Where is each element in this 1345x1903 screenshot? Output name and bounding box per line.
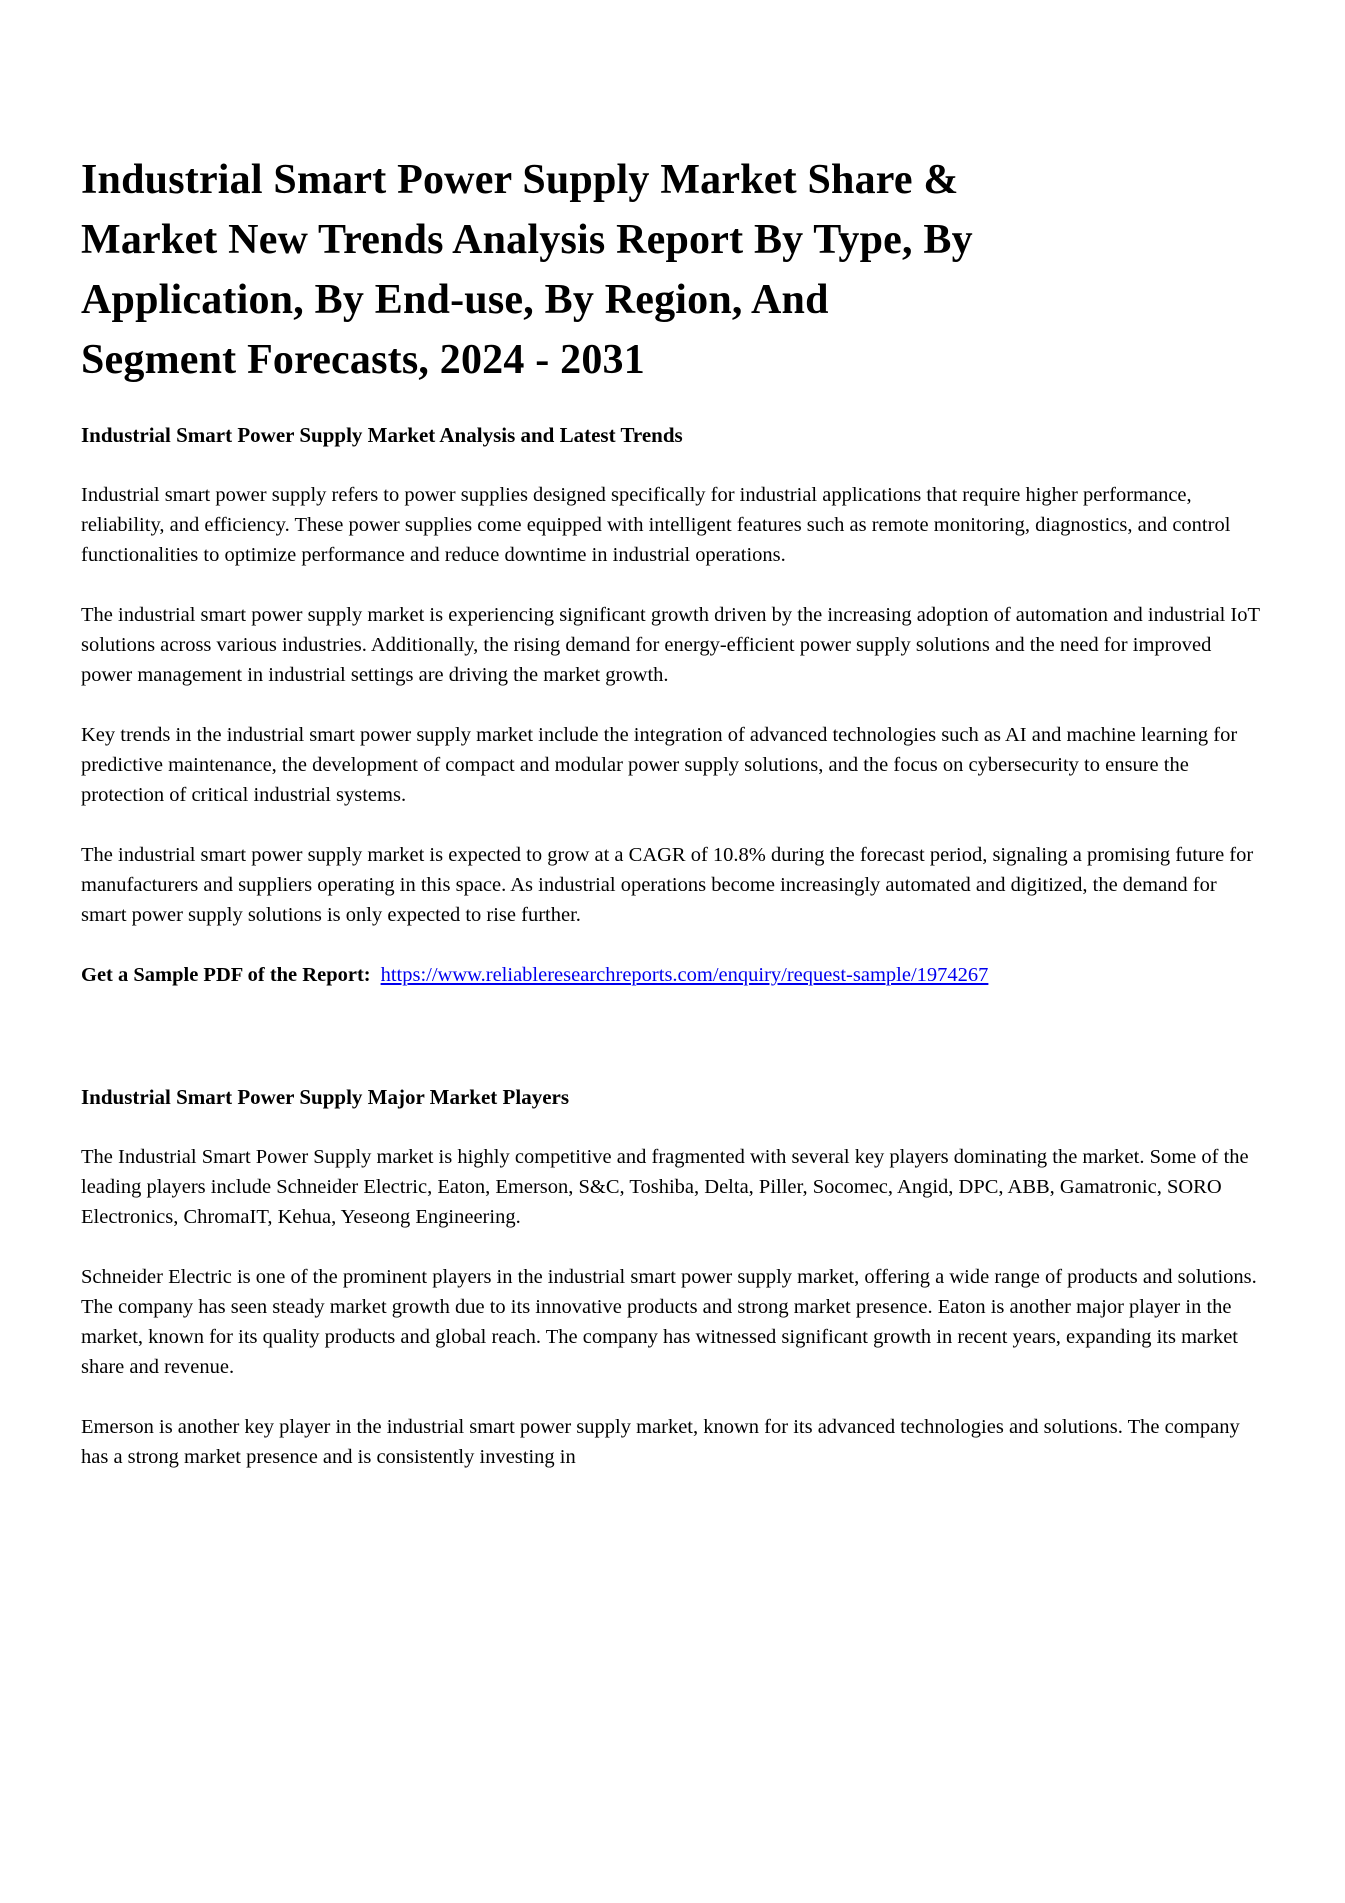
page-title-line-4: Segment Forecasts, 2024 - 2031 [81, 337, 645, 383]
players-section-heading: Industrial Smart Power Supply Major Market Players [81, 1085, 570, 1109]
page-title-line-1: Industrial Smart Power Supply Market Share & [81, 157, 959, 203]
players-paragraph-2: Schneider Electric is one of the prominent players in the industrial smart power supply market, offering a wide range of products and solutions. The company has seen steady market growth due to its innovative products and strong market presence. Eaton is another major player in the market, known for its quality products and global reach. The company has witnessed significant growth in recent years, expanding its market share and revenue. [81, 1266, 1257, 1378]
players-paragraph-3: Emerson is another key player in the industrial smart power supply market, known for its advanced technologies and solutions. The company has a strong market presence and is consistently investing in [81, 1416, 1240, 1468]
players-paragraph-1: The Industrial Smart Power Supply market is highly competitive and fragmented with several key players dominating the market. Some of the leading players include Schneider Electric, Eaton, Emerson, S&C, Toshiba, Delta, Piller, Socomec, Angid, DPC, ABB, Gamatronic, SORO Electronics, ChromaIT, Kehua, Yeseong Engineering. [81, 1146, 1249, 1228]
analysis-paragraph-1: Industrial smart power supply refers to power supplies designed specifically for industrial applications that require higher performance, reliability, and efficiency. These power supplies come equipped with intelligent features such as remote monitoring, diagnostics, and control functionalities to optimize performance and reduce downtime in industrial operations. [81, 484, 1231, 566]
page-title-line-3: Application, By End-use, By Region, And [81, 277, 829, 323]
analysis-paragraph-2: The industrial smart power supply market is experiencing significant growth driven by the increasing adoption of automation and industrial IoT solutions across various industries. Additionally, the rising demand for energy-efficient power supply solutions and the need for improved power management in industrial settings are driving the market growth. [81, 604, 1260, 686]
page-title [81, 150, 1265, 390]
sample-cta-label: Get a Sample PDF of the Report: [81, 964, 371, 986]
analysis-paragraph-3: Key trends in the industrial smart power supply market include the integration of advanced technologies such as AI and machine learning for predictive maintenance, the development of compact and modular power supply solutions, and the focus on cybersecurity to ensure the protection of critical industrial systems. [81, 724, 1238, 806]
analysis-paragraph-4: The industrial smart power supply market is expected to grow at a CAGR of 10.8% during the forecast period, signaling a promising future for manufacturers and suppliers operating in this space. As industrial operations become increasingly automated and digitized, the demand for smart power supply solutions is only expected to rise further. [81, 844, 1254, 926]
analysis-section-heading: Industrial Smart Power Supply Market Analysis and Latest Trends [81, 423, 683, 447]
sample-request-link[interactable]: https://www.reliableresearchreports.com/enquiry/request-sample/1974267 [380, 964, 989, 986]
page-title-line-2: Market New Trends Analysis Report By Type, By [81, 217, 973, 263]
sample-cta [81, 960, 1265, 990]
